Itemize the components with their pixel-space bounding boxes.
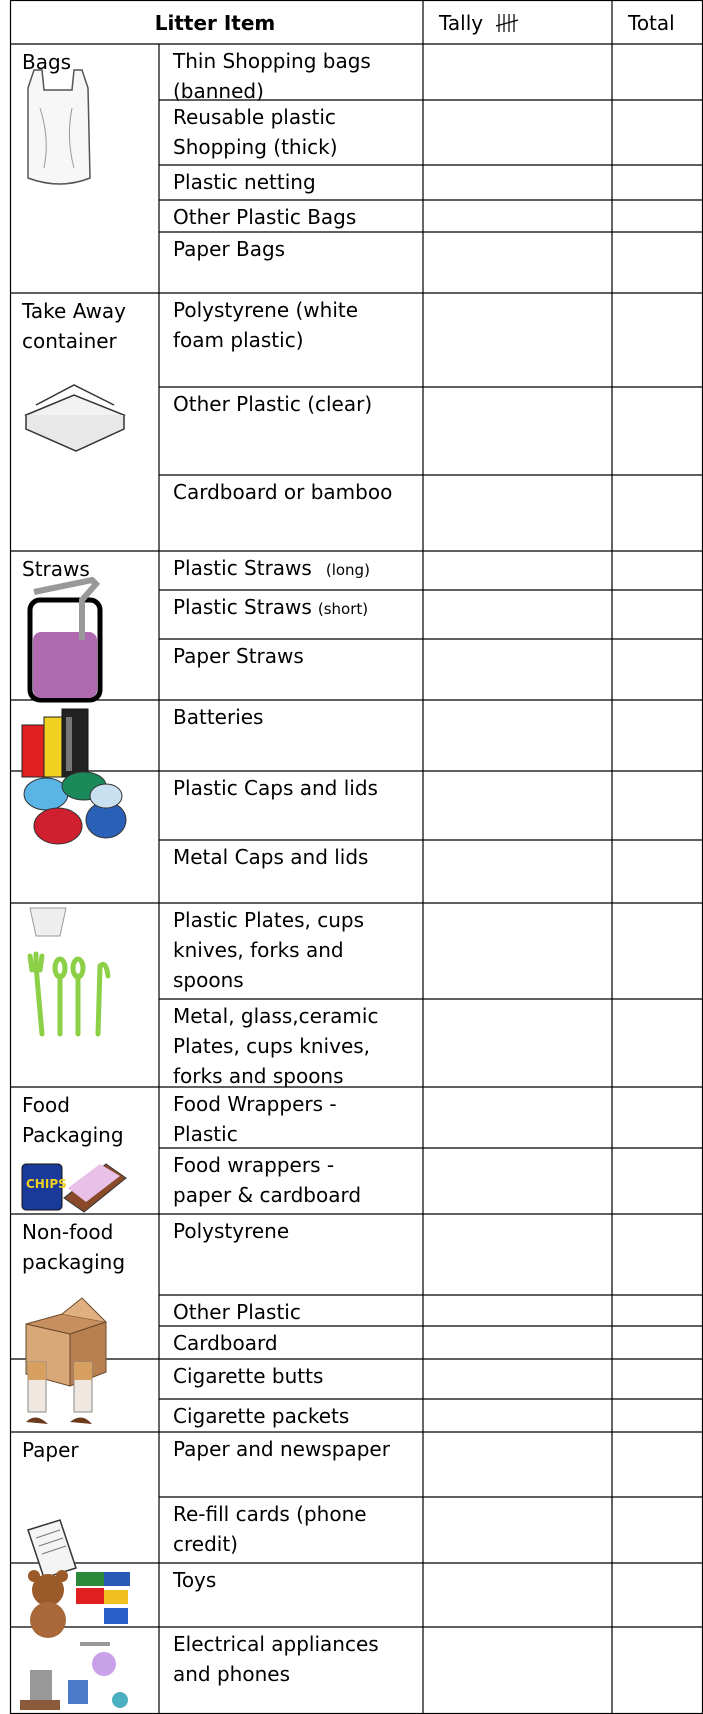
total-cell[interactable]: [613, 1564, 702, 1626]
total-cell[interactable]: [613, 1296, 702, 1325]
batteries-icon: [22, 709, 88, 777]
tally-cell[interactable]: [424, 904, 611, 998]
category-label-food: Packaging: [22, 1123, 124, 1147]
chips-and-chocolate-icon: [22, 1164, 126, 1212]
item-label: Metal, glass,ceramic: [173, 1004, 379, 1028]
item-label: Food wrappers -: [173, 1153, 335, 1177]
item-label: Food Wrappers -: [173, 1092, 337, 1116]
item-label: (banned): [173, 79, 264, 103]
total-cell[interactable]: [613, 1360, 702, 1398]
item-row: [173, 1498, 702, 1562]
total-cell[interactable]: [613, 294, 702, 386]
tally-cell[interactable]: [424, 1000, 611, 1086]
header-tally: Tally: [439, 11, 484, 35]
item-row: [173, 1360, 702, 1398]
total-cell[interactable]: [613, 1433, 702, 1496]
item-label: Other Plastic (clear): [173, 392, 373, 416]
tally-cell[interactable]: [424, 1088, 611, 1147]
tally-cell[interactable]: [424, 1564, 611, 1626]
item-row: [173, 841, 702, 902]
tally-cell[interactable]: [424, 1149, 611, 1213]
item-row: [173, 101, 702, 164]
tally-cell[interactable]: [424, 166, 611, 199]
item-label-suffix: (long): [325, 561, 370, 579]
item-row: [173, 294, 702, 386]
item-label: Reusable plastic: [173, 105, 336, 129]
item-label: Shopping (thick): [173, 135, 338, 159]
item-label: spoons: [173, 968, 244, 992]
electrical-appliances-icon: [20, 1644, 128, 1710]
total-cell[interactable]: [613, 201, 702, 231]
tally-cell[interactable]: [424, 1360, 611, 1398]
plastic-bag-icon: [28, 70, 90, 184]
category-label-takeaway: Take Away: [22, 299, 127, 323]
tally-cell[interactable]: [424, 233, 611, 292]
item-row: [173, 1088, 702, 1147]
category-label-straws: Straws: [22, 557, 90, 581]
tally-cell[interactable]: [424, 1327, 611, 1358]
table-header: [155, 11, 675, 35]
item-label: and phones: [173, 1662, 290, 1686]
category-label-takeaway: container: [22, 329, 117, 353]
tally-cell[interactable]: [424, 201, 611, 231]
bottle-caps-icon: [24, 772, 126, 844]
tally-cell[interactable]: [424, 701, 611, 770]
item-row: [173, 640, 702, 699]
tally-cell[interactable]: [424, 1296, 611, 1325]
foam-container-icon: [26, 385, 124, 451]
item-label: Plates, cups knives,: [173, 1034, 371, 1058]
item-label: Electrical appliances: [173, 1632, 379, 1656]
item-row: [173, 1433, 702, 1496]
item-row: [173, 388, 702, 474]
cup-and-cutlery-icon: [30, 908, 108, 1034]
item-row: [173, 1400, 702, 1431]
tally-cell[interactable]: [424, 101, 611, 164]
item-row: [173, 1215, 702, 1294]
item-label: Batteries: [173, 705, 264, 729]
total-cell[interactable]: [613, 101, 702, 164]
tally-cell[interactable]: [424, 388, 611, 474]
category-label-bags: Bags: [22, 50, 72, 74]
tally-cell[interactable]: [424, 1433, 611, 1496]
tally-cell[interactable]: [424, 45, 611, 99]
item-row: [173, 1327, 702, 1358]
item-row: [173, 1000, 702, 1088]
item-rows: [172, 45, 702, 1713]
total-cell[interactable]: [613, 701, 702, 770]
total-cell[interactable]: [613, 552, 702, 589]
item-label: Cigarette butts: [173, 1364, 324, 1388]
item-row: [173, 1296, 702, 1325]
item-label: Cardboard or bamboo: [173, 480, 393, 504]
header-total: Total: [628, 11, 675, 35]
item-label: paper & cardboard: [173, 1183, 362, 1207]
tally-cell[interactable]: [424, 1400, 611, 1431]
category-label-food: Food: [22, 1093, 70, 1117]
item-row: [172, 45, 702, 103]
item-row: [173, 591, 702, 638]
tally-cell[interactable]: [424, 552, 611, 589]
item-label: Polystyrene: [173, 1219, 290, 1243]
total-cell[interactable]: [613, 1088, 702, 1147]
item-label: Paper Bags: [173, 237, 286, 261]
tally-cell[interactable]: [424, 841, 611, 902]
item-label-suffix: (short): [317, 600, 369, 618]
item-row: [173, 552, 702, 589]
total-cell[interactable]: [613, 1327, 702, 1358]
item-label: Other Plastic Bags: [173, 205, 357, 229]
item-row: [173, 1628, 702, 1713]
item-label: Thin Shopping bags: [173, 49, 371, 73]
total-cell[interactable]: [613, 904, 702, 998]
tally-marks-icon: [496, 14, 518, 32]
item-label: Plastic Straws (short): [173, 595, 369, 619]
item-label: Polystyrene (white: [173, 298, 359, 322]
item-row: [173, 233, 702, 292]
tally-cell[interactable]: [424, 1215, 611, 1294]
item-row: [172, 1564, 702, 1626]
item-row: [173, 476, 702, 550]
item-label: credit): [173, 1532, 238, 1556]
tally-cell[interactable]: [424, 772, 611, 839]
total-cell[interactable]: [613, 640, 702, 699]
item-row: [173, 904, 702, 998]
total-cell[interactable]: [613, 1149, 702, 1213]
svg-text:CHIPS: CHIPS: [26, 1177, 67, 1191]
item-row: [173, 701, 702, 770]
category-label-nonfood: packaging: [22, 1250, 126, 1274]
total-cell[interactable]: [613, 166, 702, 199]
total-cell[interactable]: [613, 1400, 702, 1431]
item-label: Cardboard: [173, 1331, 278, 1355]
item-label: Metal Caps and lids: [173, 845, 369, 869]
total-cell[interactable]: [613, 591, 702, 638]
item-label: Plastic Straws (long): [173, 556, 370, 580]
item-row: [173, 772, 702, 839]
total-cell[interactable]: [613, 1000, 702, 1086]
cup-with-straw-icon: [30, 580, 100, 700]
category-label-nonfood: Non-food: [22, 1220, 114, 1244]
header-litter-item: Litter Item: [154, 11, 276, 35]
tally-cell[interactable]: [424, 640, 611, 699]
tally-cell[interactable]: [424, 1628, 611, 1713]
total-cell[interactable]: [613, 1628, 702, 1713]
tally-cell[interactable]: [424, 476, 611, 550]
item-row: [173, 201, 702, 231]
item-label: foam plastic): [173, 328, 304, 352]
item-row: [173, 166, 702, 199]
total-cell[interactable]: [613, 772, 702, 839]
tally-cell[interactable]: [424, 1498, 611, 1562]
total-cell[interactable]: [613, 841, 702, 902]
total-cell[interactable]: [613, 233, 702, 292]
total-cell[interactable]: [613, 1215, 702, 1294]
item-label: Plastic Caps and lids: [173, 776, 378, 800]
item-label: Plastic Plates, cups: [173, 908, 364, 932]
item-row: [173, 1149, 702, 1213]
item-label: forks and spoons: [173, 1064, 344, 1088]
total-cell[interactable]: [613, 1498, 702, 1562]
total-cell[interactable]: [613, 388, 702, 474]
item-label: Plastic netting: [173, 170, 316, 194]
item-label: Toys: [173, 1568, 217, 1592]
tally-cell[interactable]: [424, 591, 611, 638]
item-label: Other Plastic: [173, 1300, 301, 1324]
total-cell[interactable]: [613, 476, 702, 550]
item-label: Plastic: [173, 1122, 238, 1146]
teddy-and-blocks-icon: [28, 1570, 130, 1638]
item-label: Cigarette packets: [173, 1404, 350, 1428]
item-label: knives, forks and: [173, 938, 344, 962]
tally-cell[interactable]: [424, 294, 611, 386]
item-label: Re-fill cards (phone: [173, 1502, 367, 1526]
total-cell[interactable]: [613, 45, 702, 99]
category-label-paper: Paper: [22, 1438, 79, 1462]
newspaper-icon: [28, 1520, 76, 1578]
item-label: Paper Straws: [173, 644, 304, 668]
item-label: Paper and newspaper: [173, 1437, 390, 1461]
